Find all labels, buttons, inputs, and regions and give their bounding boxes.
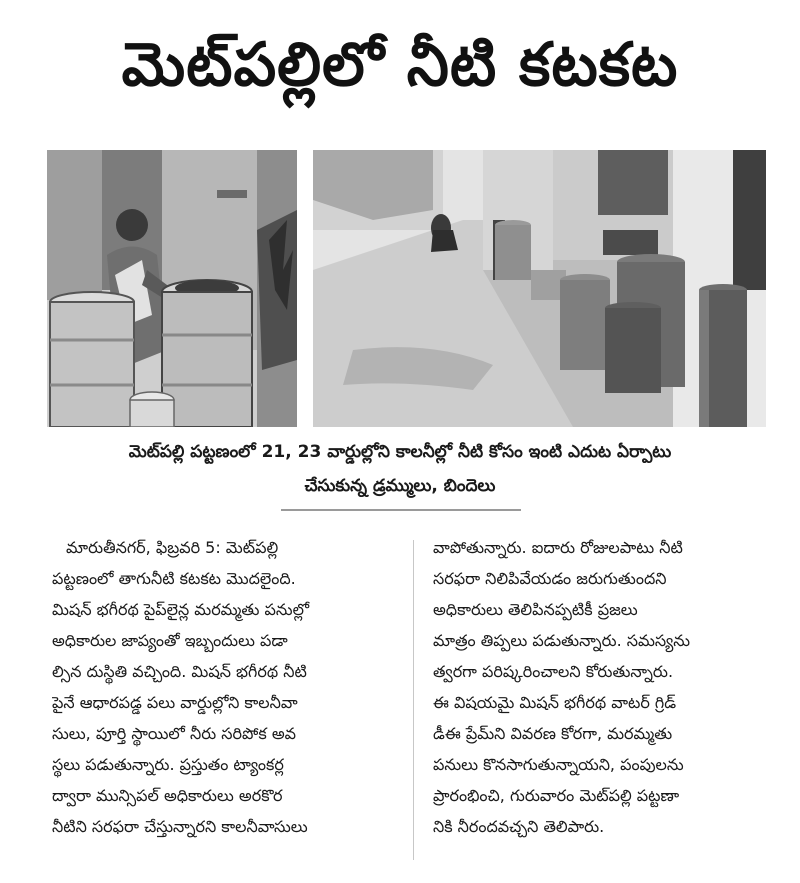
photo-street-illustration	[313, 150, 766, 427]
article-line: పట్టణంలో తాగునీటి కటకట మొదలైంది.	[52, 569, 296, 588]
article-line: మారుతీనగర్, ఫిబ్రవరి 5: మెట్‌పల్లి	[66, 538, 279, 557]
article-line: పైనే ఆధారపడ్డ పలు వార్డుల్లోని కాలనీవా	[52, 693, 298, 712]
article-line: ద్వారా మున్సిపల్ అధికారులు అరకొర	[52, 786, 283, 805]
article-line: ల్సిన దుస్థితి వచ్చింది. మిషన్ భగీరథ నీటి	[52, 662, 307, 681]
photo-woman-illustration	[47, 150, 297, 427]
article-line: అధికారులు తెలిపినప్పటికీ ప్రజలు	[433, 600, 638, 619]
article-line: త్వరగా పరిష్కరించాలని కోరుతున్నారు.	[433, 662, 674, 681]
article-line: పనులు కొనసాగుతున్నాయని, పంపులను	[433, 755, 684, 774]
column-divider	[413, 540, 414, 860]
article-line: స్థలు పడుతున్నారు. ప్రస్తుతం ట్యాంకర్ల	[52, 755, 284, 774]
article-line: ఈ విషయమై మిషన్ భగీరథ వాటర్ గ్రిడ్	[433, 693, 677, 712]
article-line: నీటిని సరఫరా చేస్తున్నారని కాలనీవాసులు	[52, 817, 308, 836]
caption-divider	[281, 509, 521, 511]
photo-street-with-water-drums	[313, 150, 766, 427]
article-line: వాపోతున్నారు. ఐదారు రోజులపాటు నీటి	[433, 538, 683, 557]
article-line: సరఫరా నిలిపివేయడం జరుగుతుందని	[433, 569, 667, 588]
headline: మెట్‌పల్లిలో నీటి కటకట	[121, 30, 679, 100]
article-line: సులు, పూర్తి స్థాయిలో నీరు సరిపోక అవ	[52, 724, 297, 743]
photo-caption-line-1: మెట్‌పల్లి పట్టణంలో 21, 23 వార్డుల్లోని కాలనీల్లో నీటి కోసం ఇంటి ఎదుట ఏర్పాటు	[128, 442, 672, 462]
photo-caption-line-2: చేసుకున్న డ్రమ్ములు, బిందెలు	[304, 476, 496, 496]
article-line: మిషన్ భగీరథ పైప్‌లైన్ల మరమ్మతు పనుల్లో	[52, 600, 310, 619]
article-line: అధికారుల జాప్యంతో ఇబ్బందులు పడా	[52, 631, 288, 650]
article-line: ప్రారంభించి, గురువారం మెట్‌పల్లి పట్టణా	[433, 786, 680, 805]
article-line: డీఈ ప్రేమ్‌ని వివరణ కోరగా, మరమ్మతు	[433, 724, 673, 743]
article-column-right	[433, 532, 775, 842]
article-line: మాత్రం తిప్పలు పడుతున్నారు. సమస్యను	[433, 631, 691, 650]
article-column-left	[52, 532, 394, 842]
article-line: నికి నీరందవచ్చని తెలిపారు.	[433, 817, 605, 836]
photo-woman-with-water-drums	[47, 150, 297, 427]
